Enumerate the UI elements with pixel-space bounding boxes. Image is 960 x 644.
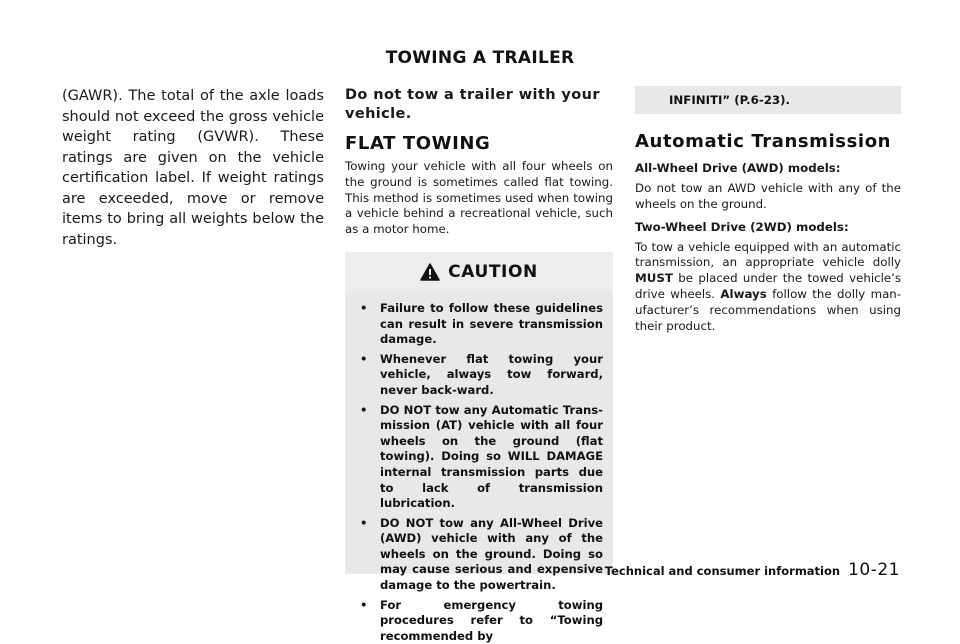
caution-box	[345, 252, 613, 643]
caution-continued-ref: INFINITI” (P.6-23).	[635, 86, 901, 114]
bullet: •	[360, 300, 368, 315]
caution-list	[345, 292, 613, 644]
column-right	[635, 86, 901, 334]
caution-item: • DO NOT tow any All-Wheel Drive (AWD) vehicle with any of the wheels on the ground. Doing so may cause serious and expensive damage to the powertrain.	[360, 515, 603, 593]
awd-body: Do not tow an AWD vehicle with any of the wheels on the ground.	[635, 181, 901, 211]
flat-towing-title: FLAT TOWING	[345, 133, 491, 154]
caution-item: • For emergency towing procedures refer to “Towing recommended by	[360, 597, 603, 643]
intro-paragraph: (GAWR). The total of the axle loads should not exceed the gross vehicle weight rating (GVWR). These ratings are given on the vehicle certification label. If weight ratings are exceeded, move or remove items to bring all weights below the ratings.	[62, 88, 324, 248]
always-emphasis: Always	[720, 286, 767, 301]
caution-item: • Whenever flat towing your vehicle, always tow forward, never back-ward.	[360, 351, 603, 397]
warning-triangle-icon	[420, 263, 440, 281]
awd-label: All-Wheel Drive (AWD) models:	[635, 161, 841, 175]
bullet: •	[360, 597, 368, 612]
twd-label: Two-Wheel Drive (2WD) models:	[635, 219, 849, 234]
caution-item: • Failure to follow these guidelines can result in severe transmission damage.	[360, 300, 603, 347]
bullet: •	[360, 351, 368, 366]
footer-section-name: Technical and consumer information	[604, 564, 841, 578]
caution-label: CAUTION	[448, 261, 538, 282]
must-emphasis: MUST	[635, 271, 673, 286]
trailer-warning-heading: Do not tow a trailer with your vehicle.	[345, 87, 600, 122]
column-left	[62, 86, 324, 250]
twd-body: To tow a vehicle equipped with an automatic transmission, an appropriate vehicle dolly MUST be placed under the towed vehicle’s drive wheels. Always follow the dolly man-ufacturer’s recommendations when using their product.	[635, 239, 902, 333]
page-number: 10-21	[848, 560, 900, 580]
page-header-title: TOWING A TRAILER	[385, 48, 575, 68]
column-middle	[345, 86, 613, 643]
page-footer	[605, 560, 900, 580]
bullet: •	[360, 515, 368, 530]
automatic-transmission-title: Automatic Transmission	[635, 131, 892, 152]
caution-header	[345, 252, 613, 292]
caution-item: • DO NOT tow any Automatic Trans-mission (AT) vehicle with all four wheels on the ground (flat towing). Doing so WILL DAMAGE internal transmission parts due to lack of transmission lubrication.	[360, 402, 603, 511]
bullet: •	[360, 402, 368, 417]
flat-towing-body: Towing your vehicle with all four wheels on the ground is sometimes called flat towing. This method is sometimes used when towing a vehicle behind a recreational vehicle, such as a motor home.	[345, 159, 613, 237]
